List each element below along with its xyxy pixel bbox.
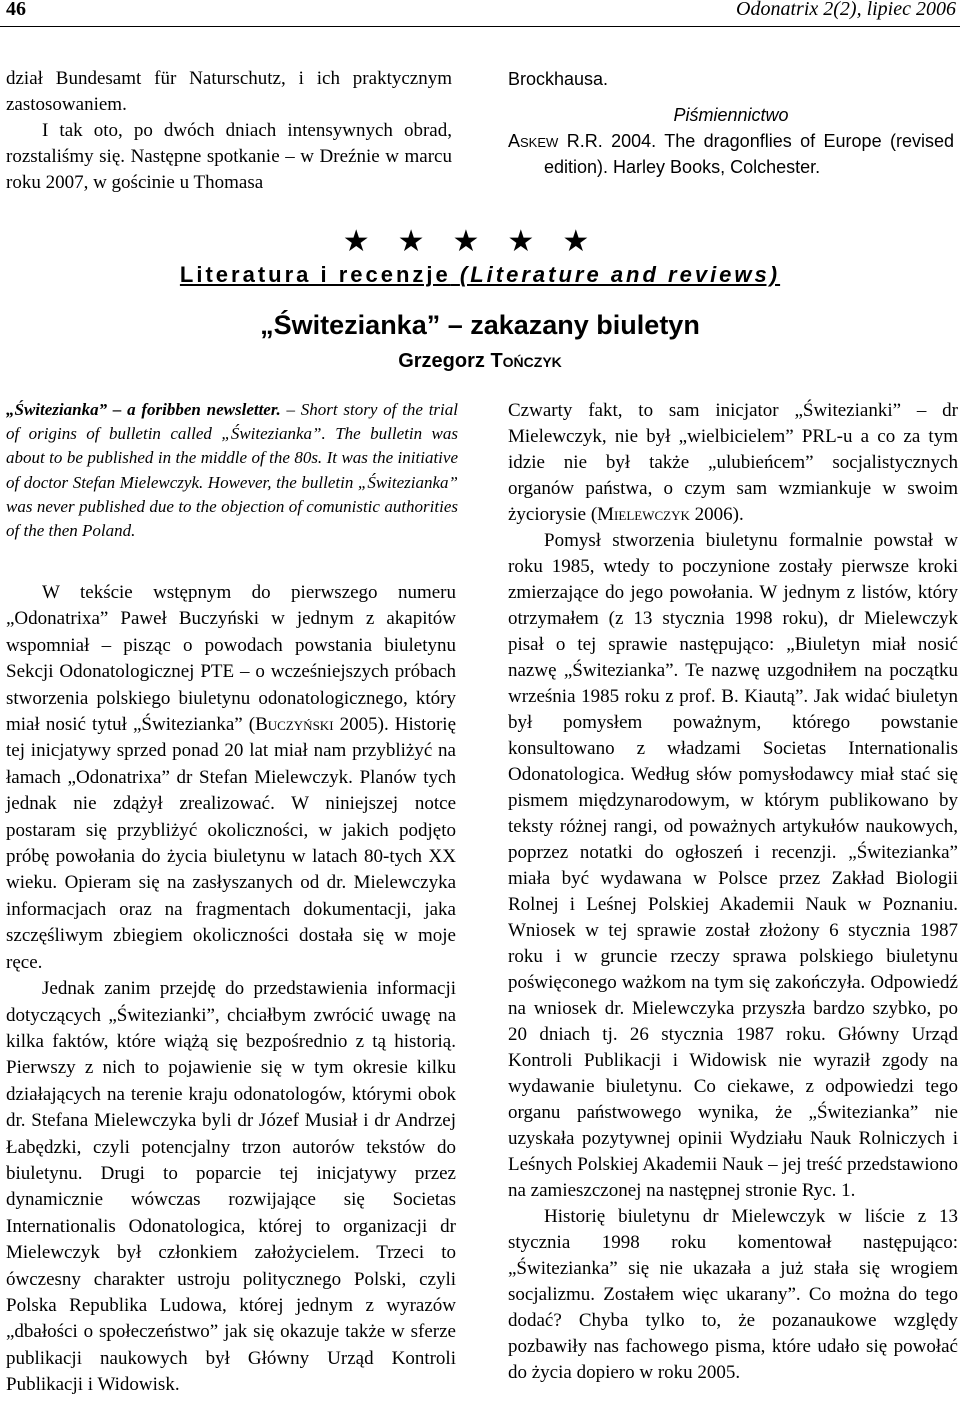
top-right-column: [508, 66, 954, 180]
star-separator: ★★★★★: [342, 225, 618, 258]
main-left-column: [6, 580, 456, 1399]
abstract-text: – Short story of the trial of origins of bulletin called „Świtezianka”. The bulletin was about to be published in the middle of the 80s. It was the initiative of doctor Stefan Mielewczyk. However, the bulletin „Świtezianka” was never published due to the objection of comunistic authorities of the then Poland.: [6, 400, 458, 541]
main-right-column: [508, 398, 958, 1386]
paragraph-continuation: Brockhausa.: [508, 69, 609, 89]
reference-author: Askew: [508, 131, 559, 151]
paragraph-text: 2005). Historię tej inicjatywy sprzed ponad 20 lat miał nam przybliżyć na łamach „Odonatrixa” dr Stefan Mielewczyk. Planów tych jednak nie zdążył zrealizować. W niniejszej notce postaram się przybliżyć okoliczności, w jakich podjęto próbę powołania do życia biuletynu w latach 80-tych XX wieku. Opieram się na zasłyszanych od dr. Mielewczyka informacjach oraz na fragmentach dokumentacji, jaka szczęśliwym zbiegiem okoliczności dostała się w moje ręce.: [6, 714, 456, 973]
author-first-name: Grzegorz: [398, 350, 485, 372]
article-author: [0, 350, 960, 373]
abstract: [6, 398, 458, 543]
page-header: [0, 0, 960, 26]
paragraph-text: Czwarty fakt, to sam inicjator „Świtezianki” – dr Mielewczyk, nie był „wielbicielem” PRL-u a co za tym idzie nie był także „ulubieńcem” socjalistycznych organów państwa, o czym sam wzmiankuje w swoim życiorysie (: [508, 400, 958, 525]
paragraph: [508, 398, 958, 528]
paragraph: [6, 580, 456, 976]
page-number: 46: [6, 0, 26, 20]
journal-title: Odonatrix 2(2), lipiec 2006: [736, 0, 956, 20]
section-title-english: (Literature and reviews): [459, 262, 781, 287]
reference-entry: [508, 128, 954, 180]
paragraph-text: W tekście wstępnym do pierwszego numeru „Odonatrixa” Paweł Buczyński w jednym z akapitów wspomniał – pisząc o powodach powstania biuletynu Sekcji Odonatologicznej PTE – o wcześniejszych próbach stworzenia polskiego biuletynu odonatologicznego, który miał nosić tytuł „Świtezianka” (: [6, 582, 456, 736]
reference-text: R.R. 2004. The dragonflies of Europe (revised edition). Harley Books, Colchester.: [544, 131, 954, 177]
article-title: „Świtezianka” – zakazany biuletyn: [260, 310, 700, 340]
citation: Buczyński: [255, 714, 334, 736]
paragraph: Historię biuletynu dr Mielewczyk w liście z 13 stycznia 1998 roku komentował następująco: „Świtezianka” się nie ukazała a już stała się wrogiem socjalizmu. Zostałem więc ukarany”. Co można do tego dodać? Chyba tylko to, że pozanaukowe względy pozbawiły nas fachowego pisma, które udało się powołać do życia dopiero w roku 2005.: [508, 1206, 958, 1383]
author-last-name: Tończyk: [490, 350, 562, 372]
section-title: [0, 262, 960, 288]
abstract-lead: „Świtezianka” – a foribben newsletter.: [6, 400, 281, 419]
top-left-column: [6, 66, 452, 196]
paragraph: I tak oto, po dwóch dniach intensywnych obrad, rozstaliśmy się. Następne spotkanie – w Dreźnie w marcu roku 2007, w gościnie u Thomasa: [6, 120, 452, 193]
citation: Mielewczyk: [597, 504, 690, 525]
paragraph-text: 2006).: [689, 504, 744, 525]
section-title-main: Literatura i recenzje: [179, 262, 451, 287]
header-rule: [0, 26, 960, 27]
references-heading: Piśmiennictwo: [673, 105, 789, 125]
paragraph: Pomysł stworzenia biuletynu formalnie powstał w roku 1985, wtedy to poczynione zostały pierwsze kroki zmierzające do jego powołania. W jednym z listów, który otrzymałem (z 13 stycznia 1998 roku), dr Mielewczyk pisał o tej sprawie następująco: „Biuletyn miał nosić nazwę „Świtezianka”. Te nazwę uzgodniłem na początku września 1985 roku z prof. B. Kiautą”. Jak widać biuletyn był pomysłem poważnym, którego powstanie konsultowano z władzami Societas Internationalis Odonatologica. Według słów pomysłodawcy miał stać się pismem międzynarodowym, w którym publikowano by teksty różnej rangi, od poważnych artykułów naukowych, poprzez notatki do ogłoszeń i recenzji. „Świtezianka” miała być wydawana w Polsce przez Zakład Biologii Rolnej i Leśnej Polskiej Akademii Nauk w Poznaniu. Wniosek w tej sprawie został złożony 6 stycznia 1987 roku i w gruncie rzeczy sprawa polskiego biuletynu poświęconego ważkom na tym się zakończyła. Odpowiedź na wniosek dr. Mielewczyka przyszła bardzo szybko, po 20 dniach tj. 26 stycznia 1987 roku. Główny Urząd Kontroli Publikacji i Widowisk nie wyraził zgody na wydawanie biuletynu. Co ciekawe, z odpowiedzi tego organu państwowego wynika, że „Świtezianka” nie uzyskała pozytywnej opinii Wydziału Nauk Rolniczych i Leśnych Polskiej Akademii Nauk – jej treść przedstawiono na zamieszczonej na następnej stronie Ryc. 1.: [508, 530, 958, 1201]
paragraph: Jednak zanim przejdę do przedstawienia informacji dotyczących „Świtezianki”, chciałbym zwrócić uwagę na kilka faktów, które wiążą się bezpośrednio z tą historią. Pierwszy z nich to pojawienie się w tym okresie kilku działających na terenie kraju odonatologów, którymi obok dr. Stefana Mielewczyka byli dr Józef Musiał i dr Andrzej Łabędzki, czyli potencjalny trzon autorów tekstów do biuletynu. Drugi to poparcie tej inicjatywy przez dynamicznie wówczas rozwijające się Societas Internationalis Odonatologica, której to organizacji dr Mielewczyk był członkiem założycielem. Trzeci to ówczesny charakter ustroju politycznego Polski, czyli Polska Republika Ludowa, której jednym z wyrazów „dbałości o społeczeństwo” jak się okazuje także w sferze publikacji naukowych był Główny Urząd Kontroli Publikacji i Widowisk.: [6, 978, 456, 1396]
paragraph: dział Bundesamt für Naturschutz, i ich praktycznym zastosowaniem.: [6, 68, 452, 115]
